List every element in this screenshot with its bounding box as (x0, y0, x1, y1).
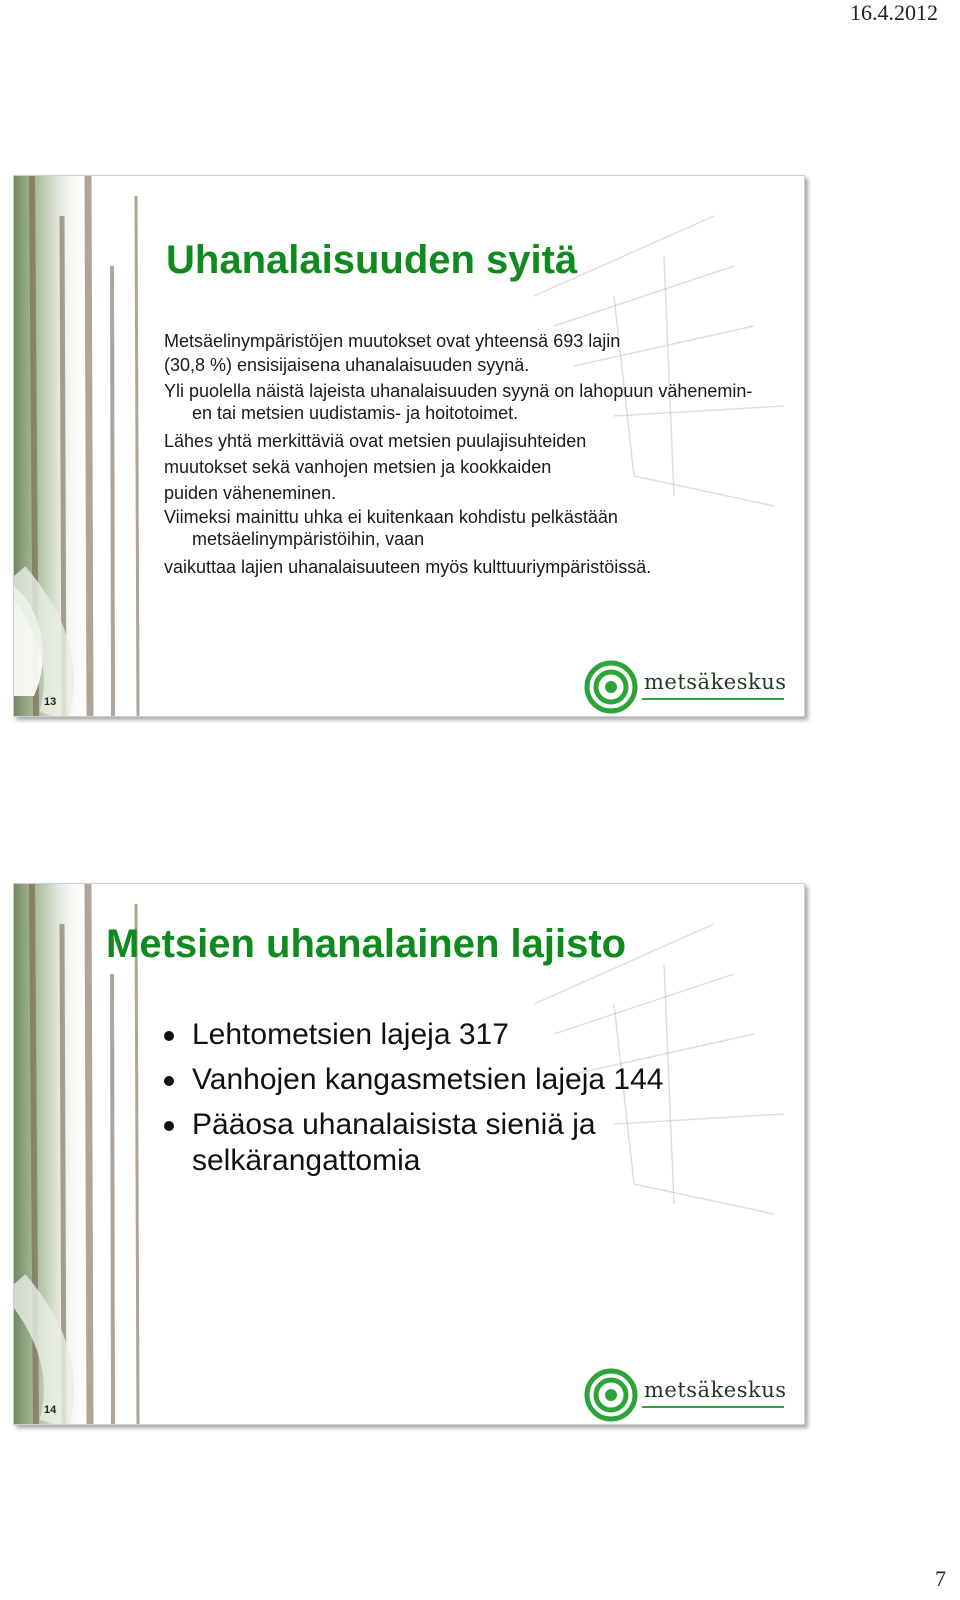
bullet-dot-icon (164, 1076, 174, 1086)
body-line: vaikuttaa lajien uhanalaisuuteen myös kulttuuriympäristöissä. (164, 557, 652, 577)
body-line: puiden väheneminen. (164, 483, 337, 503)
body-line: Lähes yhtä merkittäviä ovat metsien puulajisuhteiden (164, 431, 587, 451)
body-line: Metsäelinympäristöjen muutokset ovat yhteensä 693 lajin (164, 331, 621, 351)
target-rings-icon (584, 1368, 638, 1422)
slide-body (164, 328, 764, 580)
slide-number: 13 (44, 696, 57, 708)
body-paragraph: Viimeksi mainittu uhka ei kuitenkaan kohdistu pelkästään metsäelinympäristöihin, vaan (164, 507, 618, 549)
slide-title: Uhanalaisuuden syitä (166, 238, 578, 282)
logo-text: metsäkeskus (644, 670, 787, 694)
slide-14 (13, 883, 805, 1425)
logo-underline (642, 698, 784, 700)
body-line: muutokset sekä vanhojen metsien ja kookkaiden (164, 457, 552, 477)
logo-underline (642, 1406, 784, 1408)
metsakeskus-logo (584, 1368, 794, 1422)
slide-number: 14 (44, 1404, 57, 1416)
list-item-text: Lehtometsien lajeja 317 (192, 1018, 509, 1051)
slide-title: Metsien uhanalainen lajisto (106, 922, 627, 966)
logo-text: metsäkeskus (644, 1378, 787, 1402)
list-item-text: Vanhojen kangasmetsien lajeja 144 (192, 1063, 664, 1096)
list-item (164, 1017, 754, 1053)
slide-13 (13, 175, 805, 717)
list-item (164, 1107, 754, 1179)
page-number: 7 (935, 1566, 946, 1591)
bullet-list (164, 1017, 754, 1188)
list-item-text: Pääosa uhanalaisista sieniä ja selkärangattomia (192, 1108, 596, 1177)
list-item (164, 1062, 754, 1098)
body-line: (30,8 %) ensisijaisena uhanalaisuuden syynä. (164, 355, 530, 375)
bullet-dot-icon (164, 1031, 174, 1041)
bullet-dot-icon (164, 1121, 174, 1131)
page-date: 16.4.2012 (850, 0, 938, 25)
body-paragraph: Yli puolella näistä lajeista uhanalaisuuden syynä on lahopuun väheneminen tai metsien uudistamis- ja hoitotoimet. (164, 381, 753, 423)
metsakeskus-logo (584, 660, 794, 714)
target-rings-icon (584, 660, 638, 714)
